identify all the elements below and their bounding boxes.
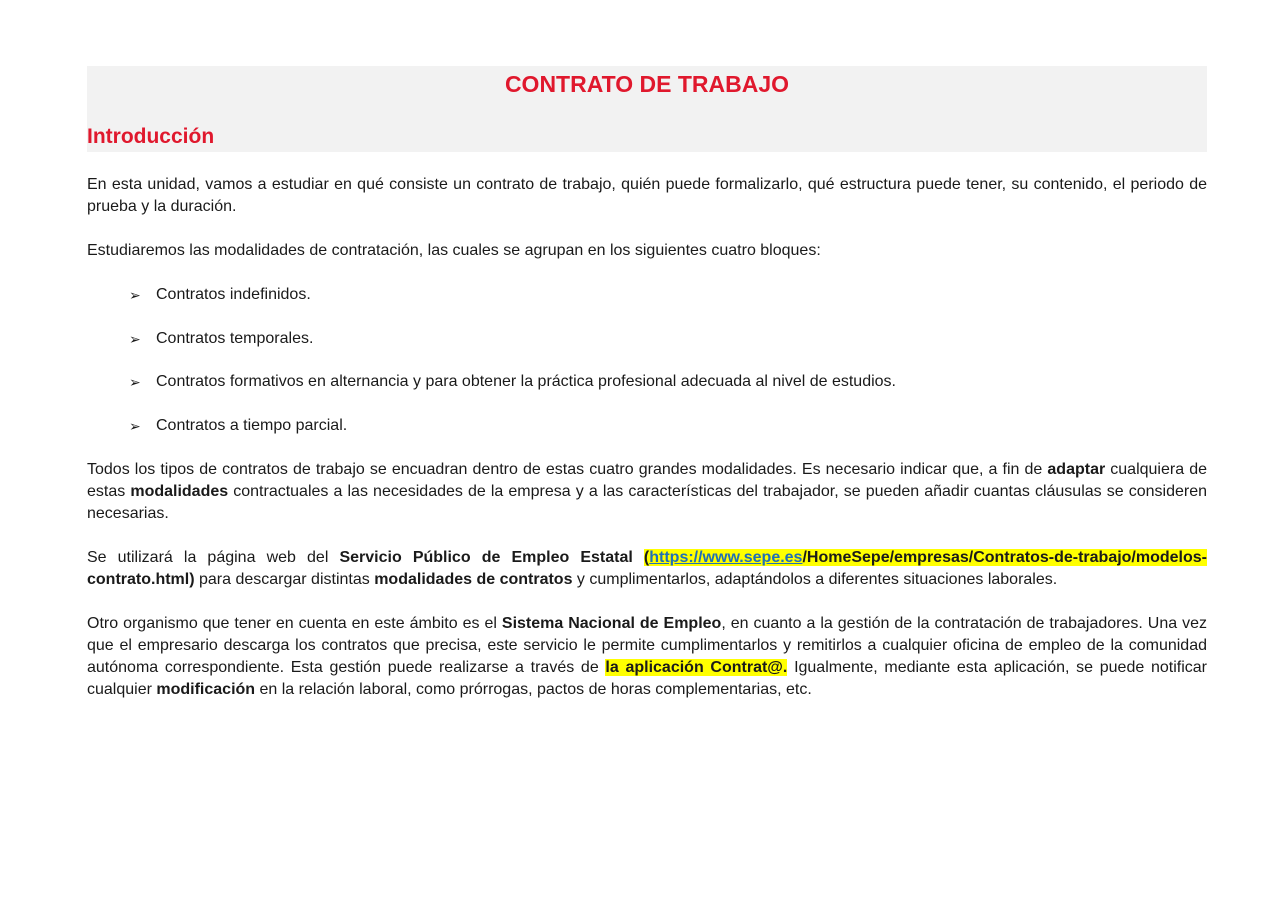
paragraph-intro: En esta unidad, vamos a estudiar en qué consiste un contrato de trabajo, quién puede formalizarlo, qué estructura puede tener, su contenido, el periodo de prueba y la duración. bbox=[87, 176, 1207, 215]
list-item-text: Contratos a tiempo parcial. bbox=[156, 416, 348, 434]
bold-text: modalidades de contratos bbox=[374, 570, 573, 588]
bold-text: Sistema Nacional de Empleo bbox=[501, 614, 722, 632]
arrowhead-bullet-icon: ➢ bbox=[129, 374, 141, 390]
bold-text: adaptar bbox=[1047, 460, 1106, 478]
list-item-text: Contratos formativos en alternancia y para obtener la práctica profesional adecuada al nivel de estudios. bbox=[156, 373, 896, 390]
list-item-text: Contratos indefinidos. bbox=[156, 286, 311, 303]
paren-open: ( bbox=[643, 548, 650, 566]
paragraph-sepe bbox=[87, 547, 1207, 591]
text-run: Igualmente, mediante esta aplicación, se puede notificar cualquier bbox=[87, 658, 1207, 698]
text-run: y cumplimentarlos, adaptándolos a diferentes situaciones laborales. bbox=[572, 570, 1058, 588]
text-run: Todos los tipos de contratos de trabajo se encuadran dentro de estas cuatro grandes modalidades. Es necesario indicar que, a fin de bbox=[87, 460, 1048, 478]
paragraph-modalities: Estudiaremos las modalidades de contratación, las cuales se agrupan en los siguientes cuatro bloques: bbox=[87, 242, 821, 259]
text-run: contractuales a las necesidades de la empresa y a las características del trabajador, se pueden añadir cuantas cláusulas se consideren necesarias. bbox=[87, 482, 1208, 522]
list-item bbox=[129, 284, 1207, 306]
bold-text: Servicio Público de Empleo Estatal bbox=[339, 548, 633, 566]
text-run: Se utilizará la página web del bbox=[87, 548, 340, 566]
section-title: Introducción bbox=[87, 125, 215, 148]
list-item bbox=[129, 415, 1207, 437]
arrowhead-bullet-icon: ➢ bbox=[129, 287, 141, 303]
text-run: , en cuanto a la gestión de la contratación de trabajadores. Una vez que el empresario descarga los contratos que precisa, este servicio le permite cumplimentarlos y remitirlos a cualquier oficina de empleo de la comunidad autónoma correspondiente. Esta gestión puede realizarse a través de bbox=[87, 614, 1208, 676]
text-run: Otro organismo que tener en cuenta en este ámbito es el bbox=[87, 614, 502, 632]
arrowhead-bullet-icon: ➢ bbox=[129, 417, 141, 434]
modalities-list bbox=[87, 284, 1207, 437]
list-item bbox=[129, 328, 1207, 350]
highlighted-text: la aplicación Contrat@. bbox=[605, 658, 788, 676]
text-run: para descargar distintas bbox=[194, 570, 375, 588]
highlighted-text bbox=[644, 549, 1207, 566]
sepe-link[interactable]: https://www.sepe.es bbox=[649, 548, 803, 566]
bold-text: modalidades bbox=[130, 482, 229, 500]
header-band bbox=[87, 66, 1207, 152]
paragraph-clauses bbox=[87, 459, 1207, 525]
url-path-end: contrato.html) bbox=[87, 570, 195, 588]
paragraph-sne bbox=[87, 613, 1207, 701]
bold-text: modificación bbox=[156, 680, 256, 698]
document-page bbox=[87, 66, 1207, 701]
arrowhead-bullet-icon: ➢ bbox=[129, 330, 141, 347]
list-item-text: Contratos temporales. bbox=[156, 329, 314, 347]
url-path: /HomeSepe/empresas/Contratos-de-trabajo/modelos- bbox=[802, 548, 1207, 566]
list-item bbox=[129, 371, 1207, 393]
text-run: en la relación laboral, como prórrogas, pactos de horas complementarias, etc. bbox=[255, 680, 812, 698]
text-run: cualquiera de estas bbox=[87, 460, 1207, 500]
document-title: CONTRATO DE TRABAJO bbox=[504, 71, 790, 97]
